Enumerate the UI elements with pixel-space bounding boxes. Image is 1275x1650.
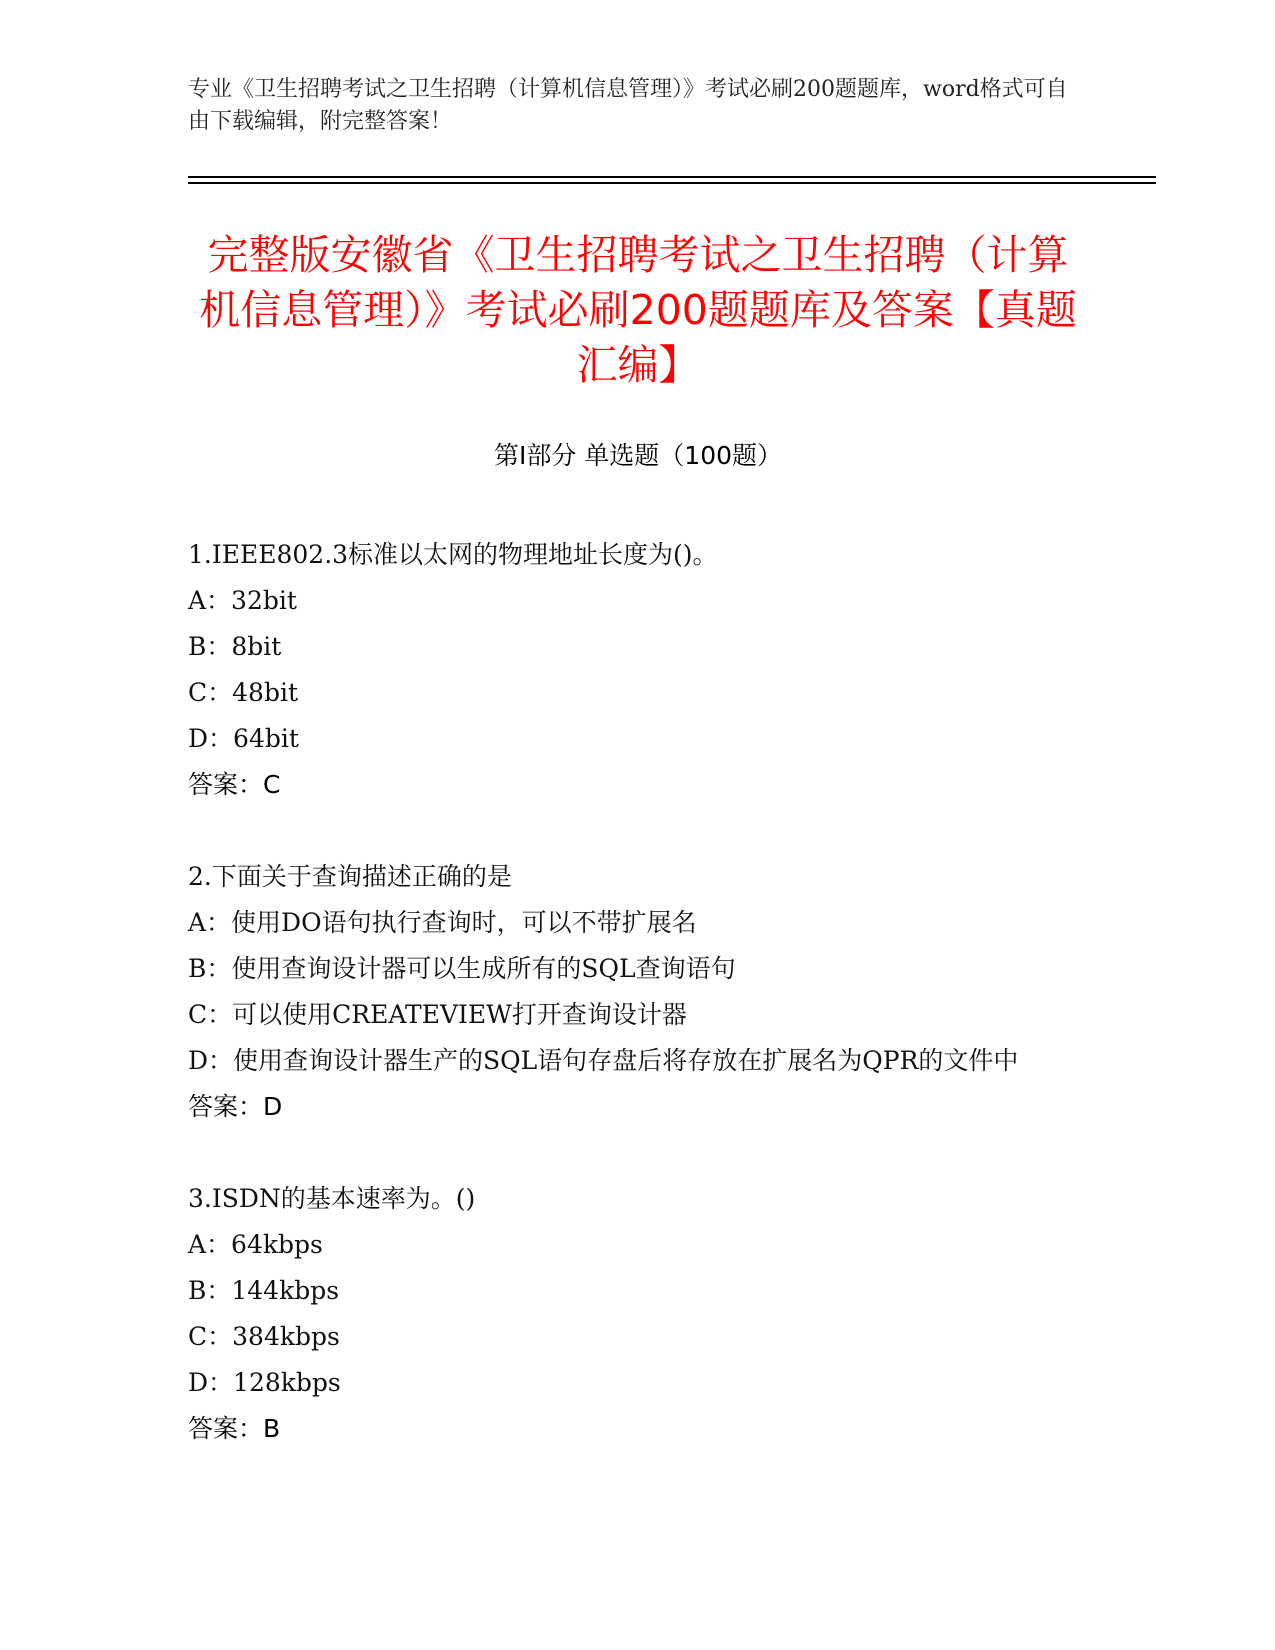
option-d: D：使用查询设计器生产的SQL语句存盘后将存放在扩展名为QPR的文件中 — [188, 1046, 1019, 1075]
question-2 — [188, 854, 1088, 1130]
question-1 — [188, 532, 1088, 808]
option-c: C：384kbps — [188, 1322, 340, 1351]
section-heading: 第Ⅰ部分 单选题（100题） — [493, 441, 783, 470]
option-b: B：使用查询设计器可以生成所有的SQL查询语句 — [188, 954, 736, 983]
option-a: A：使用DO语句执行查询时，可以不带扩展名 — [188, 908, 697, 937]
question-stem: 1.IEEE802.3标准以太网的物理地址长度为()。 — [188, 540, 718, 569]
question-list — [188, 532, 1088, 1498]
answer-line: 答案：C — [188, 770, 281, 799]
question-stem: 3.ISDN的基本速率为。() — [188, 1184, 476, 1213]
document-title: 完整版安徽省《卫生招聘考试之卫生招聘（计算机信息管理）》考试必刷200题题库及答案【真题汇编】 — [199, 231, 1077, 389]
option-c: C：48bit — [188, 678, 298, 707]
header-note: 专业《卫生招聘考试之卫生招聘（计算机信息管理）》考试必刷200题题库，word格式可自由下载编辑，附完整答案！ — [188, 77, 1068, 134]
option-a: A：32bit — [188, 586, 297, 615]
answer-line: 答案：B — [188, 1414, 281, 1443]
option-d: D：128kbps — [188, 1368, 341, 1397]
option-a: A：64kbps — [188, 1230, 323, 1259]
option-b: B：8bit — [188, 632, 282, 661]
option-d: D：64bit — [188, 724, 299, 753]
option-b: B：144kbps — [188, 1276, 340, 1305]
option-c: C：可以使用CREATEVIEW打开查询设计器 — [188, 1000, 687, 1029]
question-stem: 2.下面关于查询描述正确的是 — [188, 862, 512, 891]
answer-line: 答案：D — [188, 1092, 283, 1121]
header-divider-top — [188, 176, 1156, 178]
header-divider-bottom — [188, 182, 1156, 184]
question-3 — [188, 1176, 1088, 1452]
